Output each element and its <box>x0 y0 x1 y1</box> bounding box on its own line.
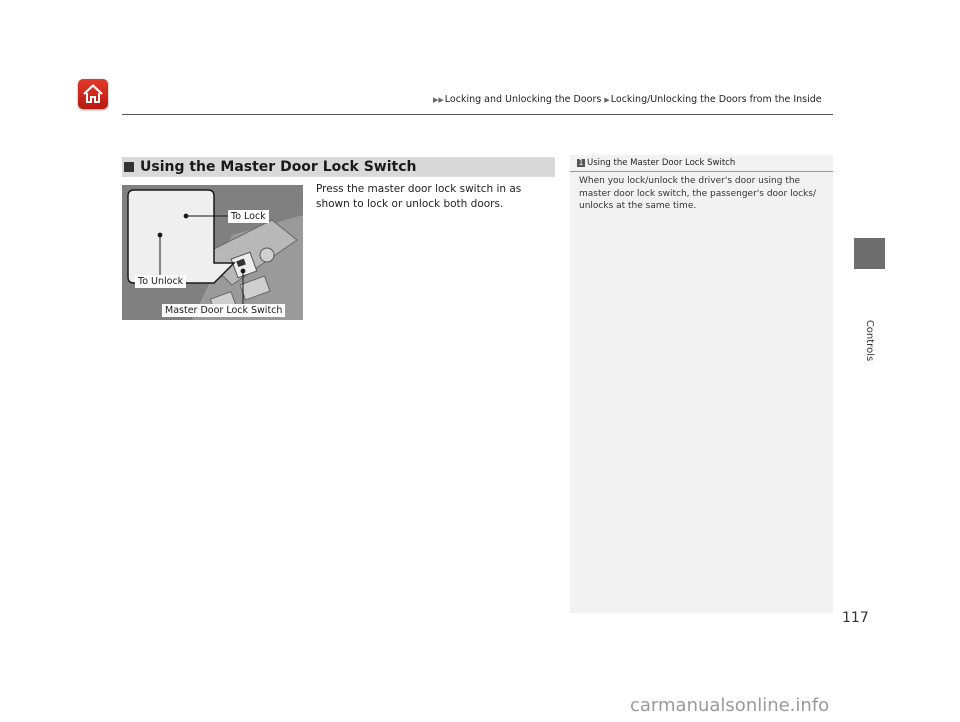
home-button[interactable] <box>78 79 108 109</box>
instruction-text: Press the master door lock switch in as shown to lock or unlock both doors. <box>316 183 522 210</box>
breadcrumb-item[interactable]: Locking and Unlocking the Doors <box>444 94 602 105</box>
to-lock-label: To Lock <box>228 210 269 223</box>
note-title: Using the Master Door Lock Switch <box>587 158 736 168</box>
to-unlock-label: To Unlock <box>135 275 186 288</box>
double-triangle-right-icon: ▶▶ <box>433 96 444 104</box>
section-tab-label: Controls <box>864 319 876 361</box>
home-icon <box>78 79 108 109</box>
header-divider <box>122 114 833 115</box>
section-tab-marker[interactable] <box>854 238 885 269</box>
page-number: 117 <box>842 610 869 626</box>
breadcrumb-item[interactable]: Locking/Unlocking the Doors from the Inside <box>610 94 822 105</box>
watermark: carmanualsonline.info <box>630 695 830 716</box>
breadcrumb <box>433 94 822 105</box>
note-header <box>570 155 833 172</box>
door-switch-illustration <box>122 185 303 320</box>
note-panel <box>570 155 833 613</box>
reference-mark-icon: 1 <box>578 158 584 167</box>
master-switch-label: Master Door Lock Switch <box>162 304 285 317</box>
door-panel-image <box>122 185 303 320</box>
section-heading <box>122 157 555 177</box>
section-title: Using the Master Door Lock Switch <box>140 159 417 175</box>
square-bullet-icon <box>124 162 134 172</box>
note-text: When you lock/unlock the driver's door using the master door lock switch, the passenger's door locks/ unlocks at the same time. <box>579 176 816 211</box>
triangle-right-icon: ▶ <box>604 96 610 104</box>
